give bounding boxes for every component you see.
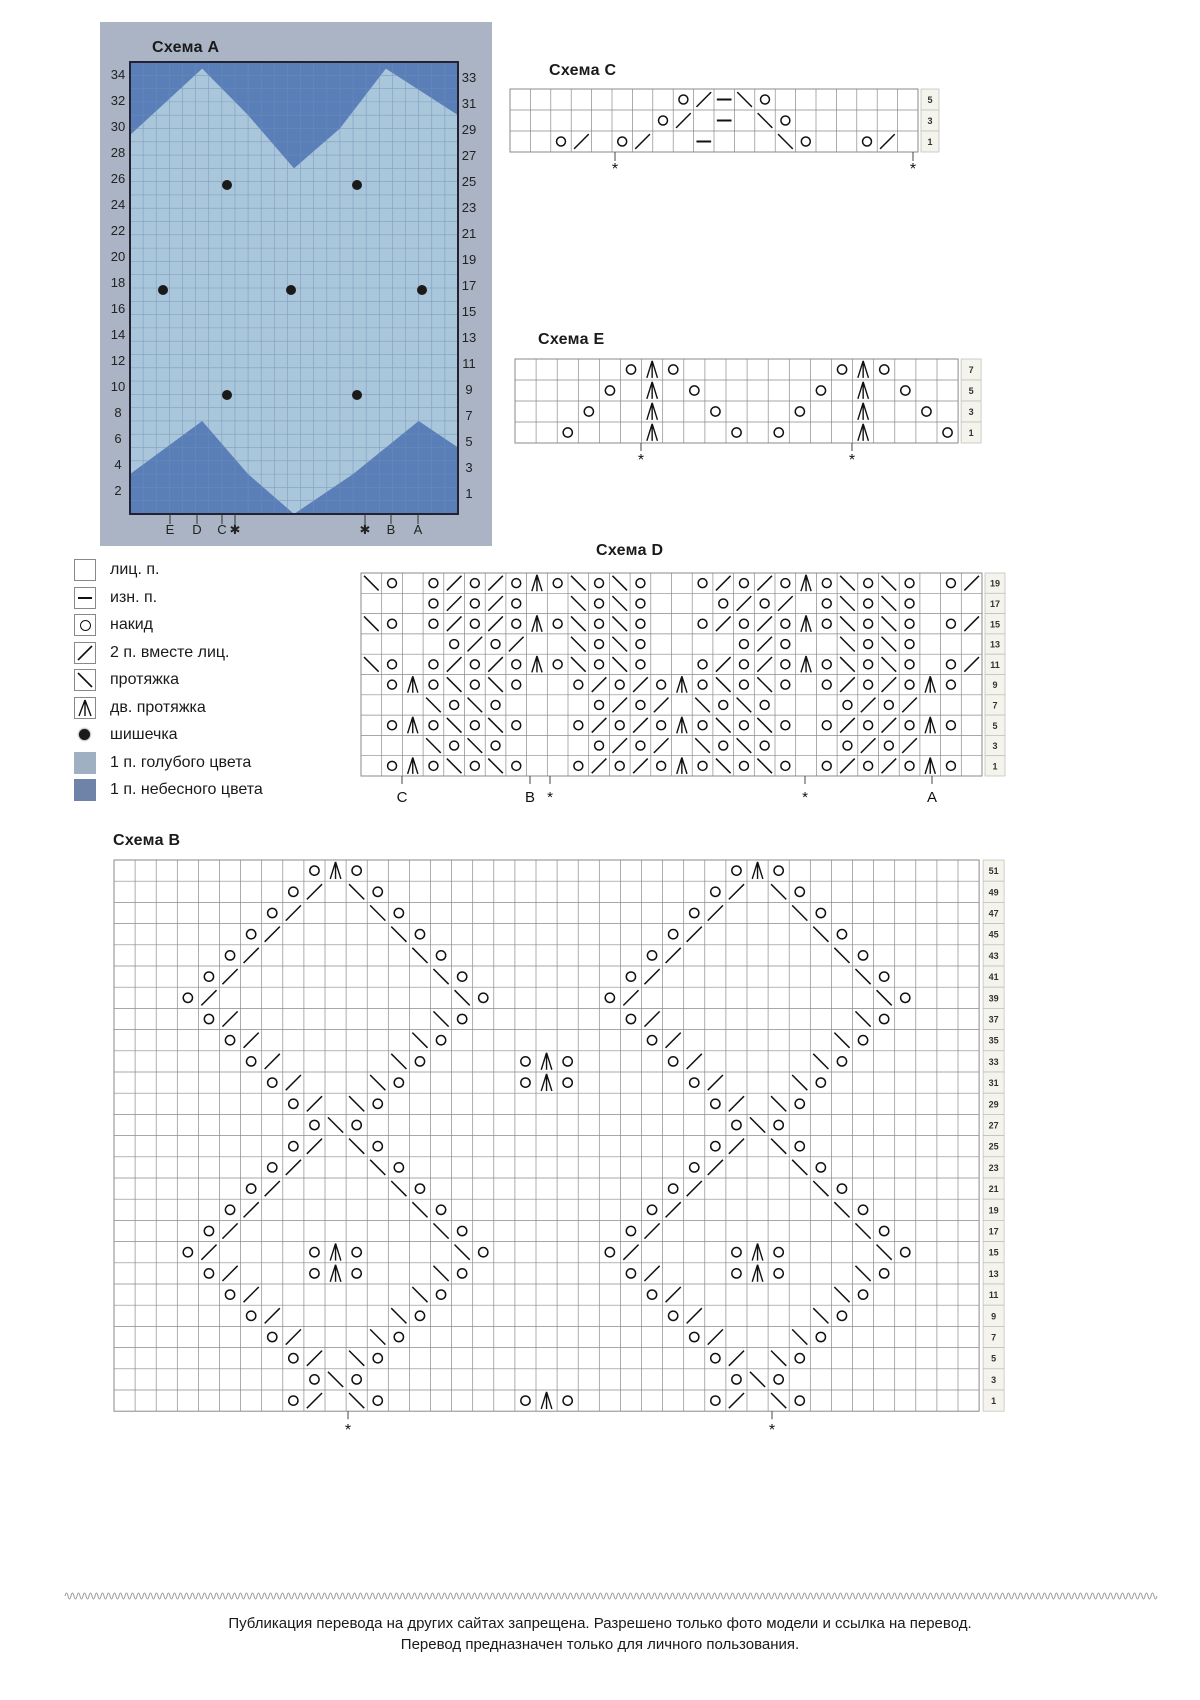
repeat-mark: * (637, 452, 645, 469)
row-number: 11 (990, 659, 1000, 670)
circle-icon (74, 614, 96, 636)
row-number: 15 (989, 619, 1001, 630)
legend-label: 2 п. вместе лиц. (110, 644, 230, 661)
row-label: 27 (461, 148, 477, 163)
legend-item (74, 722, 178, 748)
repeat-mark: * (909, 161, 917, 178)
row-label: 28 (110, 145, 126, 160)
column-label: C (217, 522, 227, 537)
row-number: 21 (988, 1184, 999, 1195)
legend-label: накид (110, 616, 154, 633)
repeat-mark: * (611, 161, 619, 178)
light-blue-square-icon (74, 752, 96, 774)
column-marks (397, 776, 937, 806)
row-number: 11 (988, 1290, 999, 1301)
column-label: C (396, 789, 408, 806)
row-number: 29 (988, 1099, 999, 1110)
row-label: 5 (465, 434, 473, 449)
row-number: 45 (988, 929, 999, 940)
scheme-b-row-labels (983, 860, 1004, 1411)
row-label: 23 (461, 200, 477, 215)
row-number: 35 (988, 1035, 999, 1046)
row-label: 9 (465, 382, 473, 397)
scheme-a-photo (100, 22, 492, 546)
row-number: 15 (988, 1247, 999, 1258)
bobble (158, 285, 168, 295)
row-number: 9 (991, 1311, 997, 1322)
footer-line-1: Публикация перевода на других сайтах запрещена. Разрешено только фото модели и ссылка на перевод. (228, 1615, 972, 1632)
row-label: 11 (462, 356, 476, 371)
scheme-e-title: Схема E (538, 331, 605, 348)
scheme-a-title: Схема А (152, 39, 220, 56)
row-label: 14 (110, 327, 126, 342)
scheme-d-title: Схема D (596, 542, 664, 559)
legend-item (74, 777, 263, 803)
legend-label: протяжка (110, 671, 180, 688)
double-decrease-icon (74, 697, 96, 719)
scheme-b-chart (110, 854, 1010, 1440)
column-label: E (165, 522, 175, 537)
row-number: 17 (989, 598, 1001, 609)
row-label: 33 (461, 70, 477, 85)
row-number: 39 (988, 993, 999, 1004)
row-label: 2 (114, 483, 122, 498)
scheme-e-grid (515, 359, 958, 443)
row-number: 13 (989, 639, 1001, 650)
sky-blue-square-icon (74, 779, 96, 801)
row-label: 13 (461, 330, 477, 345)
row-number: 13 (988, 1268, 999, 1279)
row-number: 51 (988, 866, 999, 877)
scheme-d-row-labels (985, 573, 1005, 776)
repeat-mark: * (344, 1422, 352, 1440)
row-number: 23 (988, 1162, 999, 1173)
scheme-e-chart (512, 356, 990, 468)
legend-item (74, 750, 251, 776)
row-number: 17 (988, 1226, 999, 1237)
legend-label: шишечка (110, 726, 178, 743)
column-label: A (926, 789, 938, 806)
row-number: 5 (991, 1353, 997, 1364)
scheme-b-title: Схема В (113, 832, 181, 849)
legend-label: изн. п. (110, 589, 158, 606)
row-label: 25 (461, 174, 477, 189)
row-number: 3 (927, 116, 933, 126)
backslash-icon (74, 669, 96, 691)
legend-label: 1 п. небесного цвета (110, 781, 263, 798)
row-label: 4 (114, 457, 122, 472)
row-label: 15 (461, 304, 477, 319)
scheme-c-row-labels (921, 89, 939, 152)
row-label: 22 (110, 223, 126, 238)
row-number: 5 (927, 95, 933, 105)
row-number: 1 (927, 137, 933, 147)
bobble (222, 390, 232, 400)
bobble-icon (74, 724, 96, 746)
legend-label: дв. протяжка (110, 699, 206, 716)
repeat-mark: * (768, 1422, 776, 1440)
column-label: ✱ (229, 522, 241, 537)
repeat-marks (345, 1411, 775, 1439)
bobble (222, 180, 232, 190)
row-label: 19 (461, 252, 477, 267)
footer-line-2: Перевод предназначен только для личного пользования. (400, 1636, 800, 1653)
legend-label: лиц. п. (110, 561, 160, 578)
bobble (352, 390, 362, 400)
grid-lines (510, 89, 918, 152)
row-number: 7 (968, 365, 974, 375)
scheme-a-bottom-labels (166, 514, 423, 537)
row-label: 24 (110, 197, 126, 212)
row-number: 3 (991, 1374, 997, 1385)
row-label: 17 (461, 278, 477, 293)
row-number: 25 (988, 1141, 999, 1152)
row-label: 21 (461, 226, 477, 241)
column-label: B (524, 789, 536, 806)
legend-item (74, 585, 157, 611)
row-number: 5 (968, 386, 974, 396)
row-number: 3 (968, 407, 974, 417)
row-label: 26 (110, 171, 126, 186)
row-label: 12 (110, 353, 126, 368)
row-label: 6 (114, 431, 122, 446)
bobble (286, 285, 296, 295)
dash-icon (74, 587, 96, 609)
legend-item (74, 612, 153, 638)
row-number: 47 (988, 908, 999, 919)
scheme-c-title: Схема С (549, 62, 617, 79)
decorative-divider (65, 1589, 1155, 1603)
repeat-marks (638, 443, 855, 469)
row-label: 20 (110, 249, 126, 264)
row-label: 18 (110, 275, 126, 290)
row-number: 7 (992, 700, 998, 711)
scheme-a-right-labels (462, 70, 476, 501)
legend-label: 1 п. голубого цвета (110, 754, 252, 771)
row-number: 31 (988, 1078, 999, 1089)
row-label: 10 (110, 379, 126, 394)
row-label: 32 (110, 93, 126, 108)
empty-square-icon (74, 559, 96, 581)
scheme-a-chart (100, 22, 492, 546)
repeat-marks (612, 152, 916, 178)
bobble (417, 285, 427, 295)
slash-icon (74, 642, 96, 664)
legend-item (74, 667, 179, 693)
row-label: 34 (110, 67, 126, 82)
row-number: 41 (988, 972, 999, 983)
repeat-mark: * (848, 452, 856, 469)
row-number: 49 (988, 887, 999, 898)
row-number: 5 (992, 720, 998, 731)
row-number: 19 (989, 578, 1001, 589)
row-number: 19 (988, 1205, 999, 1216)
column-label: * (547, 789, 553, 806)
row-number: 43 (988, 950, 999, 961)
row-label: 30 (110, 119, 126, 134)
row-number: 7 (991, 1332, 997, 1343)
row-number: 9 (992, 680, 998, 691)
scheme-e-row-labels (961, 359, 981, 443)
column-label: ✱ (359, 522, 371, 537)
row-label: 8 (114, 405, 122, 420)
column-label: B (386, 522, 396, 537)
row-number: 27 (988, 1120, 999, 1131)
legend-item (74, 557, 159, 583)
row-number: 33 (988, 1056, 999, 1067)
legend-item (74, 640, 230, 666)
scheme-a-left-labels (111, 67, 125, 498)
row-label: 16 (110, 301, 126, 316)
legend-item (74, 695, 206, 721)
row-number: 1 (991, 1396, 997, 1407)
row-label: 1 (465, 486, 473, 501)
scheme-d-chart (356, 568, 1001, 816)
row-number: 1 (992, 761, 998, 772)
row-number: 1 (968, 428, 974, 438)
row-label: 29 (461, 122, 477, 137)
row-number: 3 (992, 741, 998, 752)
scheme-b-grid (114, 860, 979, 1411)
row-number: 37 (988, 1014, 999, 1025)
column-label: A (413, 522, 423, 537)
scheme-c-chart (505, 84, 945, 180)
column-label: * (802, 789, 808, 806)
row-label: 7 (465, 408, 473, 423)
bobble (352, 180, 362, 190)
scheme-c-grid (510, 89, 918, 152)
row-label: 31 (461, 96, 477, 111)
row-label: 3 (465, 460, 473, 475)
column-label: D (192, 522, 202, 537)
